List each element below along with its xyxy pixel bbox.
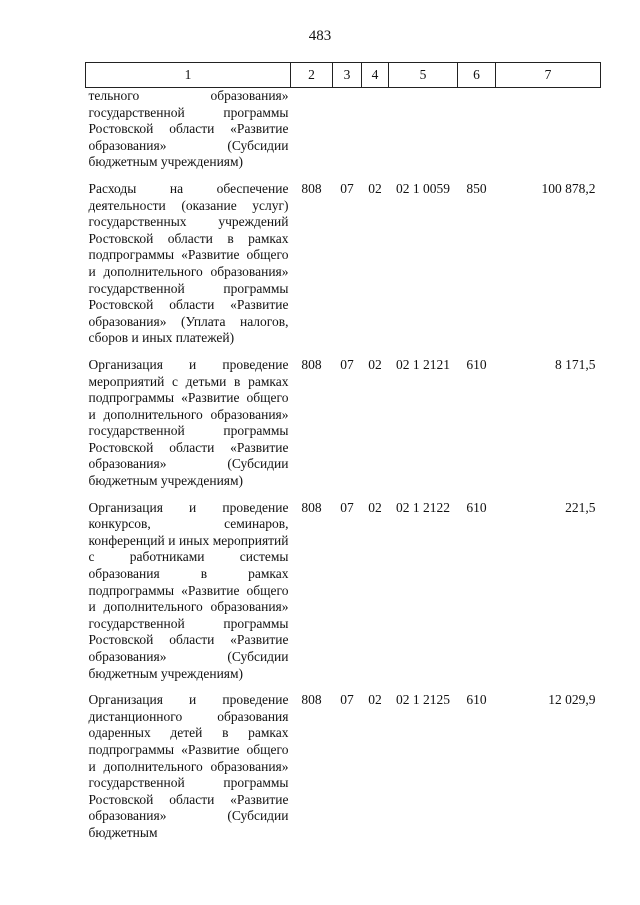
column-header-4: 4	[362, 63, 389, 88]
column-header-7: 7	[496, 63, 601, 88]
table-row	[86, 347, 601, 490]
row-expense-type: 610	[466, 356, 487, 372]
row-ministry-code: 808	[301, 692, 322, 708]
row-expense-type: 610	[466, 692, 487, 708]
table-row	[86, 171, 601, 347]
table-row	[86, 490, 601, 683]
column-header-5: 5	[389, 63, 458, 88]
row-ministry-code: 808	[301, 499, 322, 515]
row-section-code: 07	[340, 692, 354, 708]
column-header-3: 3	[333, 63, 362, 88]
row-target-code	[389, 88, 458, 171]
budget-table	[85, 62, 601, 842]
row-expense-type: 610	[466, 499, 487, 515]
row-subsection-code: 02	[368, 356, 382, 372]
row-amount: 221,5	[565, 499, 596, 515]
row-amount: 100 878,2	[541, 180, 596, 196]
row-section-code: 07	[340, 499, 354, 515]
table-row	[86, 88, 601, 171]
row-description: тельного образования» государственной программы Ростовской области «Развитие образования» (Субсидии бюджетным учреждениям)	[88, 88, 289, 170]
row-section-code: 07	[340, 356, 354, 372]
row-expense-type: 850	[466, 180, 487, 196]
row-section-code	[333, 88, 362, 171]
row-target-code: 02 1 0059	[396, 180, 450, 196]
column-header-1: 1	[86, 63, 291, 88]
row-target-code: 02 1 2122	[396, 499, 450, 515]
row-amount	[496, 88, 601, 171]
row-description: Организация и проведение конкурсов, семинаров, конференций и иных мероприятий с работниками системы образования в рамках подпрограммы «Развитие общего и дополнительного образования» государственной программы Ростовской области «Развитие образования» (Субсидии бюджетным учреждениям)	[88, 499, 289, 681]
row-subsection-code: 02	[368, 180, 382, 196]
row-target-code: 02 1 2121	[396, 356, 450, 372]
row-section-code: 07	[340, 180, 354, 196]
header-row	[86, 63, 601, 88]
row-target-code: 02 1 2125	[396, 692, 450, 708]
row-subsection-code	[362, 88, 389, 171]
row-amount: 12 029,9	[548, 692, 596, 708]
row-subsection-code: 02	[368, 499, 382, 515]
row-ministry-code	[291, 88, 333, 171]
column-header-6: 6	[458, 63, 496, 88]
row-description: Организация и проведение мероприятий с детьми в рамках подпрограммы «Развитие общего и дополнительного образования» государственной программы Ростовской области «Развитие образования» (Субсидии бюджетным учреждениям)	[88, 356, 289, 489]
row-ministry-code: 808	[301, 356, 322, 372]
row-subsection-code: 02	[368, 692, 382, 708]
column-header-2: 2	[291, 63, 333, 88]
page-number: 483	[308, 28, 332, 44]
row-amount: 8 171,5	[555, 356, 596, 372]
table-row	[86, 682, 601, 841]
row-ministry-code: 808	[301, 180, 322, 196]
row-expense-type	[458, 88, 496, 171]
row-description: Организация и проведение дистанционного образования одаренных детей в рамках подпрограммы «Развитие общего и дополнительного образования» государственной программы Ростовской области «Развитие образования» (Субсидии бюджетным	[88, 692, 289, 840]
row-description: Расходы на обеспечение деятельности (оказание услуг) государственных учреждений Ростовской области в рамках подпрограммы «Развитие общего и дополнительного образования» государственной программы Ростовской области «Развитие образования» (Уплата налогов, сборов и иных платежей)	[88, 180, 289, 346]
